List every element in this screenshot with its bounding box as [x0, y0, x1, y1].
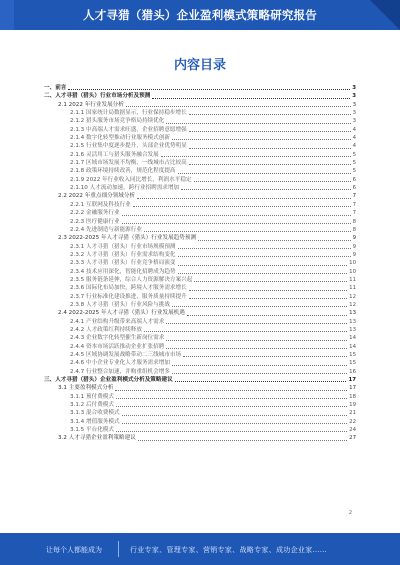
toc-entry-label: 2.4.1 产业结构升级带来高端人才需求 — [70, 318, 165, 325]
toc-leader-dots — [138, 440, 347, 441]
toc-entry-page: 11 — [349, 285, 356, 292]
toc-entry-label: 2.4.7 行业整合加速，并购重组机会增多 — [70, 368, 170, 375]
toc-entry[interactable] — [44, 251, 356, 259]
toc-entry[interactable] — [44, 318, 356, 326]
toc-entry-page: 11 — [349, 276, 356, 283]
toc-entry-label: 二、人才寻猎（猎头）行业市场分析及预测 — [44, 93, 151, 100]
toc-entry-page: 16 — [349, 368, 356, 375]
toc-leader-dots — [116, 406, 347, 407]
toc-leader-dots — [194, 281, 347, 282]
toc-entry[interactable] — [44, 326, 356, 334]
toc-entry[interactable] — [44, 142, 356, 150]
toc-entry[interactable] — [44, 109, 356, 117]
toc-entry-page: 19 — [349, 402, 356, 409]
toc-entry-label: 2.1.3 中高端人才需求旺盛，企业招聘意愿增强 — [70, 126, 187, 133]
toc-entry[interactable] — [44, 117, 356, 125]
toc-entry-label: 2.2.1 互联网及科技行业 — [70, 201, 131, 208]
toc-leader-dots — [172, 365, 347, 366]
toc-entry-page: 12 — [349, 293, 356, 300]
toc-entry-label: 2.3.3 人才寻猎（猎头）行业竞争格局演变 — [70, 260, 176, 267]
toc-leader-dots — [144, 231, 351, 232]
toc-leader-dots — [172, 139, 351, 140]
toc-leader-dots — [189, 131, 351, 132]
toc-entry-label: 2.1.1 国家统计局数据显示，行业保持稳步增长 — [70, 110, 187, 117]
toc-entry-page: 17 — [348, 377, 356, 384]
toc-entry-page: 3 — [352, 110, 356, 117]
toc-entry-page: 15 — [349, 352, 356, 358]
toc-entry[interactable] — [44, 401, 356, 409]
toc-leader-dots — [183, 356, 347, 357]
toc-leader-dots — [144, 331, 347, 332]
toc-entry-page: 17 — [349, 385, 356, 392]
toc-entry[interactable] — [44, 201, 356, 209]
toc-entry-page: 3 — [352, 93, 356, 100]
toc-entry-page: 24 — [349, 427, 356, 434]
toc-entry[interactable] — [44, 259, 356, 267]
toc-leader-dots — [166, 348, 347, 349]
toc-entry[interactable] — [44, 134, 356, 142]
toc-entry[interactable] — [44, 226, 356, 234]
report-footer — [0, 533, 400, 565]
toc-entry-label: 2.3.6 国际化布局加快，跨境人才服务需求增长 — [70, 285, 187, 292]
toc-entry-label: 2.4.2 人才政策红利持续释放 — [70, 326, 142, 333]
toc-entry-label: 2.2.2 金融服务行业 — [70, 210, 120, 217]
toc-entry-label: 2.1.2 猎头服务市场竞争格局持续优化 — [70, 118, 165, 125]
toc-entry-label: 2.2.3 医疗健康行业 — [70, 218, 120, 225]
toc-leader-dots — [115, 390, 347, 391]
toc-leader-dots — [178, 256, 351, 257]
toc-leader-dots — [187, 315, 347, 316]
toc-leader-dots — [178, 173, 351, 174]
toc-leader-dots — [178, 248, 351, 249]
toc-entry-page: 8 — [352, 226, 356, 233]
toc-entry-page: 7 — [352, 210, 356, 217]
toc-entry-page: 27 — [349, 435, 356, 442]
toc-entry[interactable] — [44, 126, 356, 134]
toc-leader-dots — [166, 123, 350, 124]
toc-entry-label: 2.3 2022-2025 年人才寻猎（猎头）行业发展趋势预测 — [58, 235, 197, 242]
toc-entry[interactable] — [44, 159, 356, 167]
toc-entry-label: 2.3.2 人才寻猎（猎头）行业需求结构变化 — [70, 251, 176, 258]
toc-entry-label: 2.2.4 先进制造与新能源行业 — [70, 226, 142, 233]
toc-entry-label: 3.2 人才寻猎企业盈利策略建议 — [58, 435, 136, 442]
toc-leader-dots — [152, 98, 350, 99]
toc-entry-label: 一、前言 — [44, 85, 67, 91]
toc-entry-label: 2.2 2022 年重点细分领域分析 — [58, 193, 136, 200]
toc-entry-page: 5 — [352, 151, 356, 158]
toc-entry-label: 2.3.5 服务链条延伸，综合人力资源解决方案兴起 — [70, 276, 193, 283]
toc-entry[interactable] — [44, 376, 356, 384]
toc-leader-dots — [122, 415, 348, 416]
toc-entry[interactable] — [44, 301, 356, 309]
toc-entry-label: 2.1.9 2022 年行业收入同比增长，利润水平稳定 — [70, 176, 192, 183]
toc-entry[interactable] — [44, 309, 356, 317]
toc-entry-label: 2.3.4 技术应用深化，智能化招聘成为趋势 — [70, 268, 176, 275]
toc-entry[interactable] — [44, 268, 356, 276]
toc-entry[interactable] — [44, 101, 356, 109]
toc-entry-page: 8 — [352, 218, 356, 225]
toc-entry[interactable] — [44, 434, 356, 442]
toc-entry-label: 3.1.2 后付费模式 — [70, 402, 114, 409]
toc-entry[interactable] — [44, 218, 356, 226]
toc-leader-dots — [122, 215, 351, 216]
toc-entry[interactable] — [44, 293, 356, 301]
toc-entry-label: 2.1.10 人才流动加速，跨行业招聘需求增加 — [70, 185, 180, 192]
toc-entry[interactable] — [44, 426, 356, 434]
footer-experts: 行业专家、管理专家、营销专家、战略专家、成功企业家…… — [130, 546, 328, 554]
toc-entry-page: 18 — [349, 393, 356, 400]
toc-leader-dots — [194, 181, 351, 182]
toc-entry-label: 2.4.4 资本市场活跃推动企业扩张招聘 — [70, 343, 165, 350]
report-header — [0, 0, 400, 30]
toc-entry[interactable] — [44, 92, 356, 100]
toc-entry-label: 2.1 2022 年行业发展分析 — [58, 101, 124, 108]
toc-entry[interactable] — [44, 334, 356, 342]
toc-entry[interactable] — [44, 284, 356, 292]
toc-leader-dots — [189, 164, 351, 165]
toc-leader-dots — [137, 198, 351, 199]
toc-entry[interactable] — [44, 384, 356, 392]
toc-entry[interactable] — [44, 276, 356, 284]
toc-entry-page: 3 — [352, 118, 356, 125]
toc-entry-page: 7 — [352, 201, 356, 208]
toc-entry-label: 2.4.6 中小企业专业化人才服务需求增加 — [70, 360, 170, 367]
toc-entry-page: 14 — [349, 335, 356, 342]
toc-leader-dots — [198, 240, 351, 241]
toc-entry[interactable] — [44, 359, 356, 367]
toc-entry[interactable] — [44, 176, 356, 184]
toc-entry-page: 3 — [352, 101, 356, 108]
toc-leader-dots — [126, 106, 351, 107]
toc-entry-label: 2.1.4 数字化转型推动行业服务模式创新 — [70, 135, 170, 142]
toc-entry[interactable] — [44, 184, 356, 192]
toc-leader-dots — [189, 298, 347, 299]
table-of-contents — [44, 84, 356, 443]
toc-entry-label: 2.4.3 企业数字化转型催生新岗位需求 — [70, 335, 165, 342]
toc-entry-label: 2.4.5 区域协调发展战略带动二三线城市市场 — [70, 352, 182, 358]
toc-entry-label: 2.3.1 人才寻猎（猎头）行业市场规模预测 — [70, 243, 176, 250]
toc-entry[interactable] — [44, 368, 356, 376]
toc-leader-dots — [172, 306, 347, 307]
toc-leader-dots — [161, 156, 351, 157]
toc-entry[interactable] — [44, 167, 356, 175]
toc-leader-dots — [175, 381, 347, 382]
toc-leader-dots — [122, 223, 351, 224]
toc-entry-page: 14 — [349, 343, 356, 350]
toc-entry-page: 7 — [352, 193, 356, 200]
header-accent-left — [0, 0, 14, 30]
toc-entry-page: 6 — [352, 176, 356, 183]
toc-leader-dots — [116, 431, 347, 432]
toc-entry[interactable] — [44, 209, 356, 217]
toc-entry-page: 13 — [349, 318, 356, 325]
toc-entry[interactable] — [44, 409, 356, 417]
toc-entry[interactable] — [44, 243, 356, 251]
toc-leader-dots — [166, 323, 347, 324]
toc-leader-dots — [189, 148, 351, 149]
toc-entry-page: 9 — [352, 235, 356, 242]
footer-divider — [118, 541, 119, 557]
toc-leader-dots — [172, 373, 347, 374]
toc-leader-dots — [68, 89, 350, 90]
toc-entry-page: 9 — [352, 251, 356, 258]
toc-entry-label: 3.1.4 增值服务模式 — [70, 418, 120, 425]
toc-entry-page: 12 — [349, 301, 356, 308]
page-number: 2 — [348, 510, 352, 516]
toc-leader-dots — [122, 423, 348, 424]
toc-title: 内容目录 — [173, 58, 226, 73]
toc-entry-page: 22 — [349, 418, 356, 425]
toc-entry-label: 2.3.7 行业标准化建设推进，服务质量持续提升 — [70, 293, 187, 300]
toc-entry-page: 13 — [349, 326, 356, 333]
footer-slogan: 让每个人都能成为 — [46, 546, 102, 554]
toc-leader-dots — [178, 265, 348, 266]
toc-leader-dots — [116, 398, 347, 399]
toc-entry[interactable] — [44, 343, 356, 351]
toc-entry-label: 2.1.5 行业集中度逐步提升，头部企业优势明显 — [70, 143, 187, 150]
toc-entry-page: 10 — [349, 268, 356, 275]
toc-leader-dots — [189, 114, 351, 115]
toc-entry-page: 4 — [352, 143, 356, 150]
toc-leader-dots — [166, 340, 347, 341]
toc-entry-label: 3.1.3 混合收费模式 — [70, 410, 120, 417]
toc-leader-dots — [133, 206, 351, 207]
report-title: 人才寻猎（猎头）企业盈利模式策略研究报告 — [83, 8, 317, 22]
toc-entry-page: 9 — [352, 243, 356, 250]
toc-entry-label: 2.1.8 政策环境持续改善，规范化程度提高 — [70, 168, 176, 175]
toc-entry-page: 10 — [349, 260, 356, 267]
toc-entry-label: 2.4 2022-2025 年人才寻猎（猎头）行业发展机遇 — [58, 310, 185, 317]
toc-entry-label: 2.1.7 区域市场发展不均衡，一线城市占比较高 — [70, 160, 187, 167]
toc-entry-label: 3.1.1 预付费模式 — [70, 393, 114, 400]
toc-entry-label: 2.3.8 人才寻猎（猎头）行业风险与挑战 — [70, 301, 170, 308]
toc-entry[interactable] — [44, 151, 356, 159]
toc-entry[interactable] — [44, 351, 356, 359]
header-accent-right — [370, 0, 400, 30]
toc-entry-label: 2.1.6 灵活用工与猎头服务融合发展 — [70, 151, 159, 158]
toc-entry[interactable] — [44, 84, 356, 92]
toc-entry-label: 3.1.5 平台化模式 — [70, 427, 114, 434]
toc-entry-page: 3 — [352, 85, 356, 91]
toc-entry-page: 5 — [352, 168, 356, 175]
toc-entry-page: 4 — [352, 126, 356, 133]
toc-entry-page: 15 — [349, 360, 356, 367]
toc-entry[interactable] — [44, 234, 356, 242]
toc-entry-page: 21 — [349, 410, 356, 417]
toc-entry[interactable] — [44, 418, 356, 426]
toc-leader-dots — [181, 189, 350, 190]
toc-entry-page: 6 — [352, 185, 356, 192]
toc-entry-page: 4 — [352, 135, 356, 142]
toc-entry-page: 5 — [352, 160, 356, 167]
toc-leader-dots — [189, 290, 347, 291]
toc-entry[interactable] — [44, 393, 356, 401]
toc-leader-dots — [178, 273, 348, 274]
toc-entry-page: 13 — [349, 310, 356, 317]
toc-entry-label: 三、人才寻猎（猎头）企业盈利模式分析及策略建议 — [44, 377, 173, 384]
toc-entry-label: 3.1 主要盈利模式分析 — [58, 385, 114, 392]
toc-entry[interactable] — [44, 192, 356, 200]
